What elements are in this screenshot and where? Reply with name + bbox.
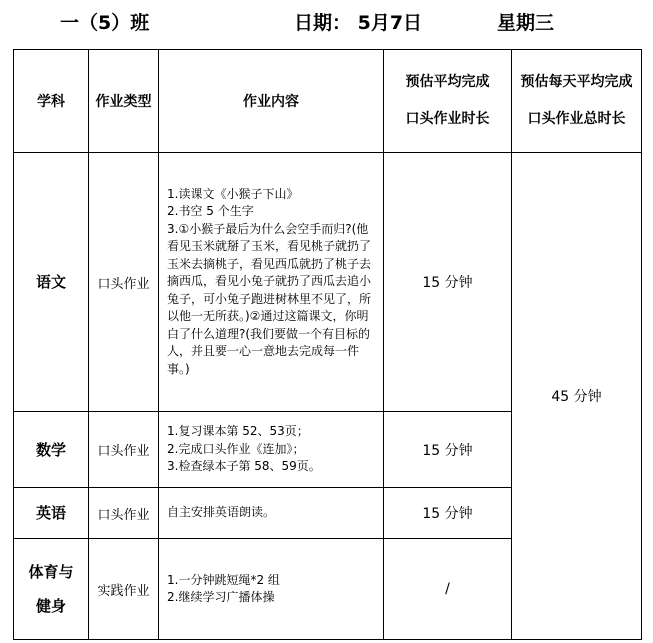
col-header-avg-time-line2: 口头作业时长	[405, 111, 490, 127]
time-cell: 15 分钟	[384, 153, 512, 412]
type-cell: 口头作业	[89, 153, 159, 412]
table-header-row	[14, 50, 642, 153]
type-cell: 实践作业	[89, 539, 159, 640]
subject-line2: 健身	[35, 597, 66, 615]
col-header-daily-total	[512, 50, 642, 153]
content-cell	[159, 153, 384, 412]
content-line: 1.读课文《小猴子下山》	[167, 186, 299, 201]
table-row	[14, 153, 642, 412]
content-cell	[159, 488, 384, 539]
col-header-avg-time-line1: 预估平均完成	[405, 74, 490, 90]
content-line: 自主安排英语朗读。	[167, 505, 276, 520]
time-cell: 15 分钟	[384, 412, 512, 488]
content-line: 1.复习课本第 52、53页；	[167, 424, 309, 439]
time-cell: 15 分钟	[384, 488, 512, 539]
homework-table	[13, 49, 642, 640]
col-header-subject: 学科	[14, 50, 89, 153]
col-header-daily-total-line1: 预估每天平均完成	[520, 74, 633, 90]
subject-cell: 数学	[14, 412, 89, 488]
page-header	[0, 0, 653, 42]
col-header-content: 作业内容	[159, 50, 384, 153]
content-line: 2.完成口头作业《连加》；	[167, 441, 305, 456]
content-cell	[159, 412, 384, 488]
content-line: 3.检查绿本子第 58、59页。	[167, 459, 321, 474]
time-cell: /	[384, 539, 512, 640]
col-header-type: 作业类型	[89, 50, 159, 153]
content-line: 2.书空 5 个生字	[167, 204, 254, 219]
col-header-daily-total-line2: 口头作业总时长	[527, 111, 626, 127]
content-line: 1.一分钟跳短绳*2 组	[167, 572, 280, 587]
col-header-avg-time	[384, 50, 512, 153]
content-line: 2.继续学习广播体操	[167, 590, 275, 604]
date-label: 日期： 5月7日	[294, 12, 423, 34]
subject-cell: 语文	[14, 153, 89, 412]
content-cell	[159, 539, 384, 640]
type-cell: 口头作业	[89, 488, 159, 539]
weekday-label: 星期三	[497, 12, 555, 34]
subject-cell	[14, 539, 89, 640]
class-name: 一（5）班	[60, 12, 150, 34]
daily-total-cell: 45 分钟	[512, 153, 642, 640]
subject-cell: 英语	[14, 488, 89, 539]
type-cell: 口头作业	[89, 412, 159, 488]
content-line: 3.①小猴子最后为什么会空手而归?(他看见玉米就掰了玉米，看见桃子就扔了玉米去摘桃子，看见西瓜就扔了桃子去摘西瓜，看见小兔子就扔了西瓜去追小兔子，可小兔子跑进树林里不见了，所以他一无所获。)②通过这篇课文，你明白了什么道理?(我们要做一个有目标的人，并且要一心一意地去完成每一件事。)	[167, 221, 372, 376]
subject-line1: 体育与	[28, 563, 74, 581]
